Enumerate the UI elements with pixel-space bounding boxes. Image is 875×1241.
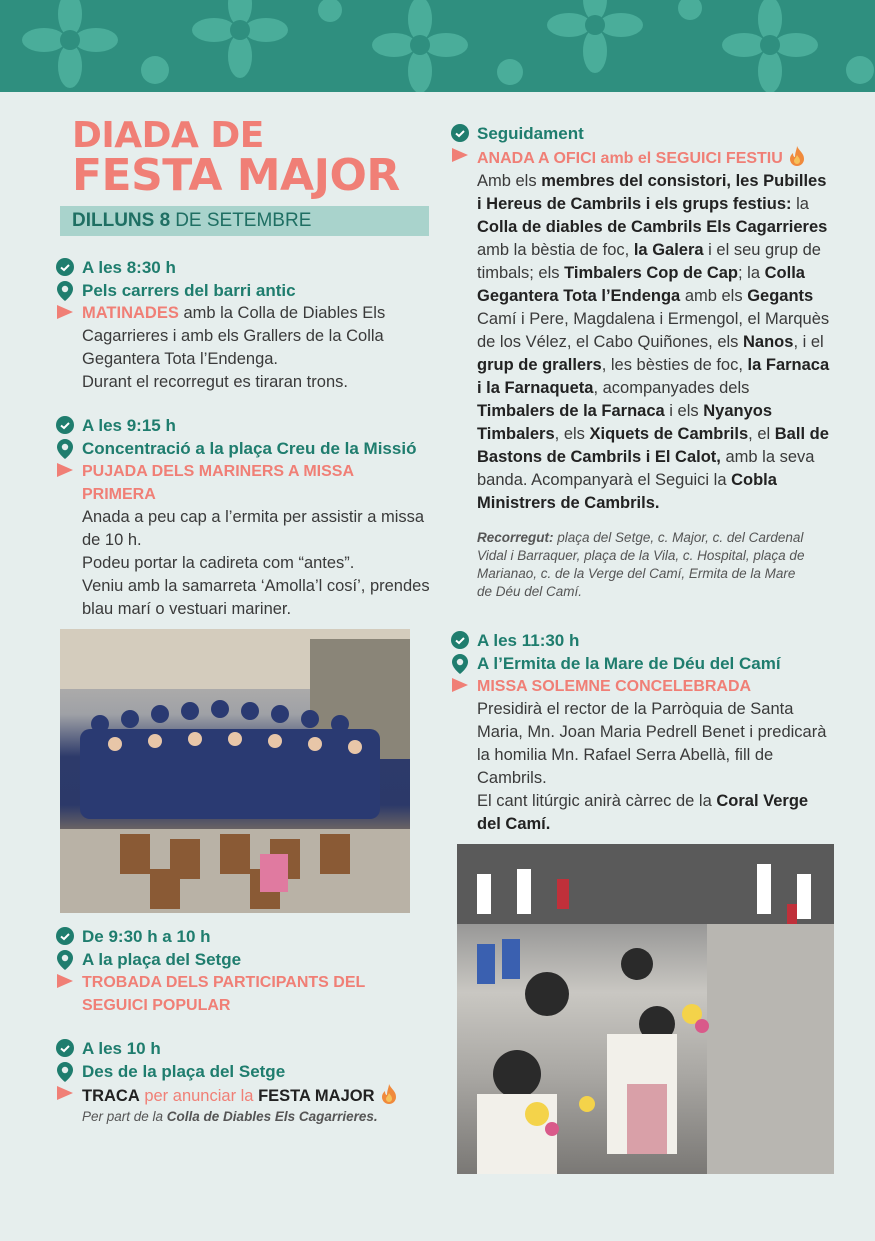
location-pin-icon [451, 652, 477, 674]
event-name: PUJADA DELS MARINERS A MISSA PRIMERA [82, 463, 354, 503]
photo-procession [457, 844, 834, 1174]
triangle-play-icon [56, 460, 82, 478]
location-pin-icon [56, 279, 82, 301]
date-day: DILLUNS 8 [72, 210, 171, 231]
page-title-line2: FESTA MAJOR [72, 150, 400, 201]
page-title-line1: DIADA DE [72, 115, 264, 156]
location-pin-icon [56, 948, 82, 970]
event-trobada [56, 925, 431, 1017]
event-name-mid: per anunciar la [139, 1087, 259, 1105]
triangle-play-icon [56, 1083, 82, 1101]
event-name: TRACA [82, 1087, 140, 1105]
event-pujada-mariners [56, 414, 431, 621]
right-column [451, 122, 831, 1174]
flame-icon [787, 145, 807, 167]
event-time: A les 11:30 h [477, 631, 580, 650]
event-desc-1: Anada a peu cap a l’ermita per assistir a missa de 10 h. [82, 508, 425, 549]
date-bar [60, 206, 429, 236]
route-note: Recorregut: plaça del Setge, c. Major, c. del Cardenal Vidal i Barraquer, plaça de la Vila, c. Hospital, plaça de Marianao, c. de la Verge del Camí, Ermita de la Mare de Déu del Camí. [477, 530, 805, 599]
event-place: A la plaça del Setge [82, 950, 242, 969]
event-desc: amb la Colla de Diables Els Cagarrieres i amb els Grallers de la Colla Gegantera Tota l’Endenga. [82, 304, 386, 368]
event-traca [56, 1037, 431, 1126]
event-place: Des de la plaça del Setge [82, 1062, 286, 1081]
clock-check-icon [56, 1037, 82, 1057]
floral-pattern-icon [0, 0, 875, 92]
triangle-play-icon [451, 675, 477, 693]
clock-check-icon [451, 122, 477, 142]
event-time: De 9:30 h a 10 h [82, 927, 211, 946]
event-missa-solemne [451, 629, 831, 836]
triangle-play-icon [56, 302, 82, 320]
location-pin-icon [56, 437, 82, 459]
photo-group-mariners [60, 629, 410, 913]
event-time: A les 9:15 h [82, 416, 176, 435]
event-desc-2: Podeu portar la cadireta com “antes”. [82, 554, 355, 572]
clock-check-icon [56, 414, 82, 434]
event-matinades [56, 256, 431, 394]
location-pin-icon [56, 1060, 82, 1082]
event-name-end: FESTA MAJOR [258, 1087, 375, 1105]
event-desc-3: Veniu amb la samarreta ‘Amolla’l cosí’, prendes blau marí o vestuari mariner. [82, 577, 430, 618]
event-time: A les 10 h [82, 1039, 161, 1058]
triangle-play-icon [56, 971, 82, 989]
event-note: Per part de la Colla de Diables Els Cagarrieres. [82, 1109, 378, 1124]
clock-check-icon [451, 629, 477, 649]
event-time: Seguidament [477, 124, 584, 143]
event-anada-ofici [451, 122, 831, 601]
event-name: ANADA A OFICI amb el SEGUICI FESTIU [477, 150, 783, 167]
event-name: MATINADES [82, 304, 179, 322]
event-time: A les 8:30 h [82, 258, 176, 277]
event-desc-2: El cant litúrgic anirà càrrec de la Coral Verge del Camí. [477, 792, 809, 833]
event-desc-1: Presidirà el rector de la Parròquia de Santa Maria, Mn. Joan Maria Pedrell Benet i predicarà la homilia Mn. Rafael Serra Abellà, fill de Cambrils. [477, 700, 827, 787]
event-name: MISSA SOLEMNE CONCELEBRADA [477, 678, 752, 695]
event-place: A l’Ermita de la Mare de Déu del Camí [477, 654, 781, 673]
event-name: TROBADA DELS PARTICIPANTS DEL SEGUICI POPULAR [82, 974, 365, 1014]
clock-check-icon [56, 925, 82, 945]
decorative-banner [0, 0, 875, 92]
event-desc-2: Durant el recorregut es tiraran trons. [82, 373, 348, 391]
event-description: Amb els membres del consistori, les Pubilles i Hereus de Cambrils i els grups festius: la Colla de diables de Cambrils Els Cagarrieres amb la bèstia de foc, la Galera i el seu grup de timbals; els Timbalers Cop de Cap; la Colla Gegantera Tota l’Endenga amb els Gegants Camí i Pere, Magdalena i Ermengol, el Marquès de los Vélez, el Cabo Quiñones, els Nanos, i el grup de grallers, les bèsties de foc, la Farnaca i la Farnaqueta, acompanyades dels Timbalers de la Farnaca i els Nyanyos Timbalers, els Xiquets de Cambrils, el Ball de Bastons de Cambrils i El Calot, amb la seva banda. Acompanyarà el Seguici la Cobla Ministrers de Cambrils. [477, 172, 830, 512]
clock-check-icon [56, 256, 82, 276]
flame-icon [379, 1083, 399, 1105]
date-month: DE SETEMBRE [175, 210, 312, 231]
event-place: Pels carrers del barri antic [82, 281, 296, 300]
event-place: Concentració a la plaça Creu de la Missió [82, 439, 417, 458]
left-column [56, 115, 431, 1126]
triangle-play-icon [451, 145, 477, 163]
